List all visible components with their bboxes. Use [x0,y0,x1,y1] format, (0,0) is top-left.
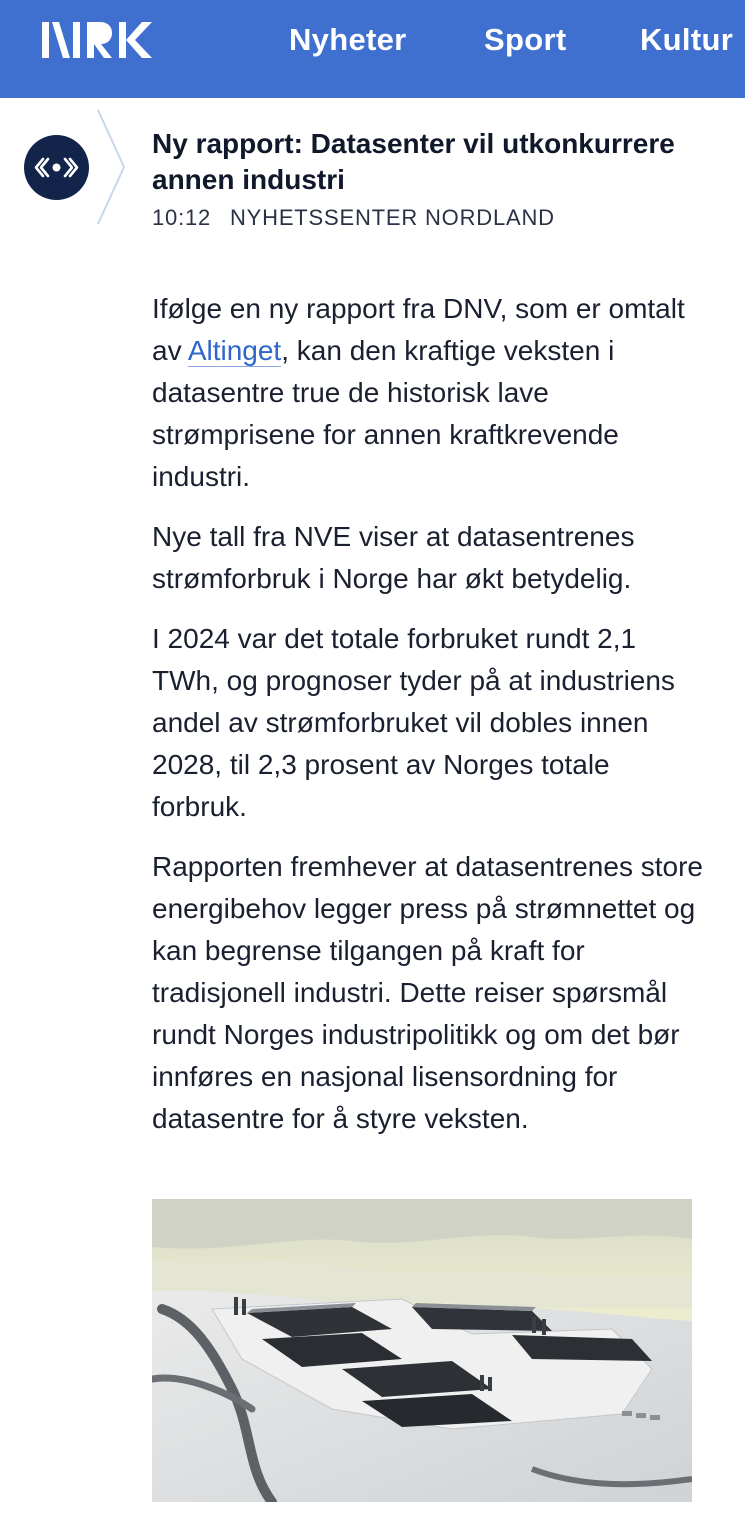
entry-headline[interactable]: Ny rapport: Datasenter vil utkonkurrere annen industri [152,128,675,195]
altinget-link[interactable]: Altinget [187,335,282,366]
paragraph-3: I 2024 var det totale forbruket rundt 2,1 TWh, og prognoser tyder på at industriens andel av strømforbruket vil dobles innen 2028, til 2,3 prosent av Norges totale forbruk. [152,623,675,822]
paragraph-1-end: , kan den kraftige veksten i datasentre true de historisk lave strømprisene for annen kraftkrevende industri. [152,335,619,492]
top-navigation-bar [0,0,745,98]
nav-item-kultur[interactable]: Kultur [640,22,734,57]
paragraph-1 [152,288,704,498]
nrk-logo[interactable] [42,20,154,60]
article-body [152,288,704,1158]
paragraph-4: Rapporten fremhever at datasentrenes store energibehov legger press på strømnettet og kan begrense tilgangen på kraft for tradisjonell industri. Dette reiser spørsmål rundt Norges industripolitikk og om det bør innføres en nasjonal lisensordning for datasentre for å styre veksten. [152,851,703,1134]
article-image[interactable] [152,1199,692,1502]
paragraph-1-start: Ifølge en ny rapport fra DNV, som er omtalt av [152,293,685,366]
paragraph-2: Nye tall fra NVE viser at datasentrenes strømforbruk i Norge har økt betydelig. [152,521,635,594]
nav-item-sport[interactable]: Sport [484,22,567,57]
entry-time: 10:12 [152,205,212,230]
nav-item-nyheter[interactable]: Nyheter [289,22,407,57]
entry-meta [152,205,555,231]
timeline-chevron-icon [94,108,128,226]
entry-source: NYHETSSENTER NORDLAND [229,205,555,230]
live-broadcast-icon [24,135,89,200]
live-badge [24,135,89,200]
datacenter-rendering-image [152,1199,692,1502]
